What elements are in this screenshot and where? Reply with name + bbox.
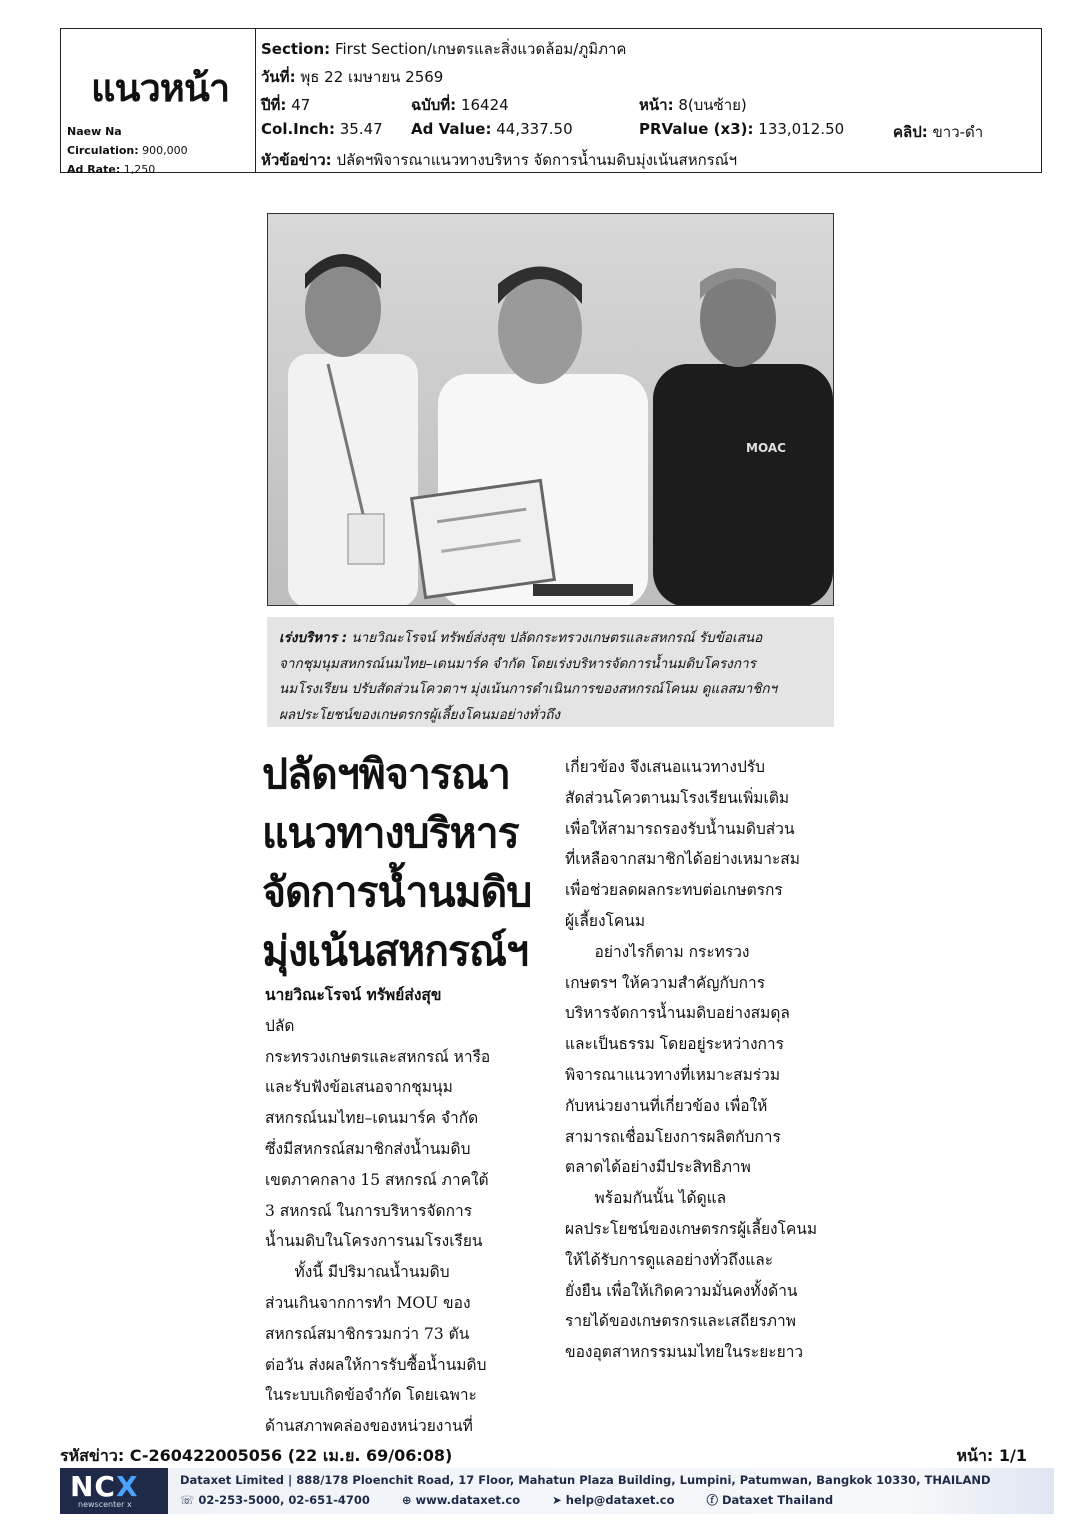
body-line: สัดส่วนโควตานมโรงเรียนเพิ่มเติม [565, 788, 790, 807]
clip-row [893, 120, 983, 144]
phone-icon: ☏ [180, 1493, 195, 1507]
body-line: ทั้งนี้ มีปริมาณน้ำนมดิบ [265, 1263, 450, 1282]
caption-label: เร่งบริหาร : [279, 630, 348, 646]
body-line: ผู้เลี้ยงโคนม [565, 911, 646, 930]
issue-value: 16424 [460, 96, 509, 114]
clip-label: คลิป: [893, 123, 928, 141]
headline-value: ปลัดฯพิจารณาแนวทางบริหาร จัดการน้ำนมดิบมุ่งเน้นสหกรณ์ฯ [336, 151, 738, 169]
body-line: เพื่อให้สามารถรองรับน้ำนมดิบส่วน [565, 819, 795, 838]
body-line: ของอุตสาหกรรมนมไทยในระยะยาว [565, 1343, 804, 1362]
body-line: เกี่ยวข้อง จึงเสนอแนวทางปรับ [565, 758, 765, 776]
year-row [261, 93, 310, 117]
circulation-value: 900,000 [142, 144, 188, 157]
email-text: help@dataxet.co [565, 1493, 675, 1507]
ncx-tagline: newscenter x [78, 1500, 132, 1509]
company-address: Dataxet Limited | 888/178 Ploenchit Road, 17 Floor, Mahatun Plaza Building, Lumpini, Patumwan, Bangkok 10330, THAILAND [180, 1473, 991, 1487]
body-line: เกษตรฯ ให้ความสำคัญกับการ [565, 973, 766, 992]
caption-line [279, 626, 822, 652]
article-headline [262, 745, 547, 981]
section-row [261, 37, 626, 61]
ncx-logo-text: NCX [70, 1470, 139, 1503]
ad-value-label: Ad Value: [411, 120, 492, 138]
section-value: First Section/เกษตรและสิ่งแวดล้อม/ภูมิภาค [334, 40, 627, 58]
body-line [265, 980, 542, 1042]
body-text: ปลัด [265, 1016, 295, 1035]
photo-caption [267, 617, 834, 727]
page-indicator: หน้า: 1/1 [956, 1446, 1027, 1465]
ad-rate-label: Ad Rate: [67, 163, 121, 176]
date-value: พุธ 22 เมษายน 2569 [300, 68, 444, 86]
year-label: ปีที่: [261, 96, 287, 114]
facebook-icon: ⓕ [706, 1493, 718, 1507]
article-column-right [565, 752, 842, 1368]
prvalue-label: PRValue (x3): [639, 120, 754, 138]
headline-line: จัดการน้ำนมดิบ [262, 868, 532, 916]
body-line: ซึ่งมีสหกรณ์สมาชิกส่งน้ำนมดิบ [265, 1139, 471, 1158]
body-line: น้ำนมดิบในโครงการนมโรงเรียน [265, 1232, 483, 1251]
phone-text: 02-253-5000, 02-651-4700 [198, 1493, 370, 1507]
body-line: ต่อวัน ส่งผลให้การรับซื้อน้ำนมดิบ [265, 1355, 487, 1374]
body-line: รายได้ของเกษตรกรและเสถียรภาพ [565, 1312, 796, 1331]
article-column-left [265, 980, 542, 1442]
body-line: เขตภาคกลาง 15 สหกรณ์ ภาคใต้ [265, 1170, 489, 1189]
year-value: 47 [291, 96, 311, 114]
body-line: ผลประโยชน์ของเกษตรกรผู้เลี้ยงโคนม [565, 1219, 818, 1238]
clip-value: ขาว-ดำ [932, 123, 984, 141]
body-line: ที่เหลือจากสมาชิกได้อย่างเหมาะสม [565, 850, 800, 869]
ncx-logo [60, 1468, 168, 1514]
caption-text: นายวิณะโรจน์ ทรัพย์ส่งสุข ปลัดกระทรวงเกษตรและสหกรณ์ รับข้อเสนอ [347, 630, 763, 646]
facebook-text: Dataxet Thailand [722, 1493, 834, 1507]
body-line: พร้อมกันนั้น ได้ดูแล [565, 1189, 727, 1208]
contact-line [180, 1492, 861, 1508]
caption-line: จากชุมนุมสหกรณ์นมไทย–เดนมาร์ค จำกัด โดยเร่งบริหารจัดการน้ำนมดิบโครงการ [279, 655, 756, 672]
body-line: สหกรณ์นมไทย–เดนมาร์ค จำกัด [265, 1109, 479, 1128]
body-line: สามารถเชื่อมโยงการผลิตกับการ [565, 1127, 781, 1146]
section-label: Section: [261, 40, 331, 58]
ad-rate-value: 1,250 [123, 163, 156, 176]
caption-line: ผลประโยชน์ของเกษตรกรผู้เลี้ยงโคนมอย่างทั่วถึง [279, 706, 561, 723]
body-line: กับหน่วยงานที่เกี่ยวข้อง เพื่อให้ [565, 1096, 768, 1115]
body-line: กระทรวงเกษตรและสหกรณ์ หารือ [265, 1047, 491, 1066]
body-line: ตลาดได้อย่างมีประสิทธิภาพ [565, 1158, 751, 1177]
body-line: ด้านสภาพคล่องของหน่วยงานที่ [265, 1417, 473, 1436]
clipping-header [60, 28, 1042, 176]
headline-line: แนวทางบริหาร [262, 809, 519, 857]
circulation-label: Circulation: [67, 144, 139, 157]
body-line: และเป็นธรรม โดยอยู่ระหว่างการ [565, 1035, 784, 1054]
publication-logo-cell [61, 29, 256, 176]
headline-label: หัวข้อข่าว: [261, 151, 332, 169]
colinch-value: 35.47 [339, 120, 383, 138]
website-link[interactable] [402, 1493, 520, 1507]
globe-icon: ⊕ [401, 1493, 412, 1507]
body-line: ในระบบเกิดข้อจำกัด โดยเฉพาะ [265, 1386, 477, 1405]
news-code: รหัสข่าว: C-260422005056 (22 เม.ย. 69/06:08) [60, 1446, 453, 1465]
facebook-link[interactable] [707, 1492, 834, 1508]
certificate [412, 480, 555, 597]
colinch-label: Col.Inch: [261, 120, 335, 138]
ad-value-value: 44,337.50 [496, 120, 573, 138]
issue-row [411, 93, 509, 117]
send-icon: ➤ [552, 1493, 562, 1507]
issue-label: ฉบับที่: [411, 96, 457, 114]
news-photo [267, 213, 834, 606]
body-line: ส่วนเกินจากการทำ MOU ของ [265, 1293, 471, 1312]
page-label: หน้า: [639, 96, 674, 114]
prvalue-row [639, 120, 844, 138]
lead-name: นายวิณะโรจน์ ทรัพย์ส่งสุข [265, 985, 442, 1004]
page-value: 8(บนซ้าย) [678, 96, 747, 114]
body-line: 3 สหกรณ์ ในการบริหารจัดการ [265, 1201, 473, 1220]
body-line: และรับฟังข้อเสนอจากชุมนุม [265, 1078, 453, 1097]
news-photo-illustration [268, 214, 834, 606]
body-line: อย่างไรก็ตาม กระทรวง [565, 942, 750, 961]
body-line: เพื่อช่วยลดผลกระทบต่อเกษตรกร [565, 881, 783, 900]
headline-line: มุ่งเน้นสหกรณ์ฯ [262, 927, 529, 975]
prvalue-value: 133,012.50 [758, 120, 845, 138]
headline-row [261, 148, 737, 172]
ad-value-row [411, 120, 573, 138]
date-row [261, 65, 443, 89]
page-row [639, 93, 747, 117]
publication-meta [67, 122, 188, 179]
website-text: www.dataxet.co [415, 1493, 521, 1507]
colinch-row [261, 120, 383, 138]
caption-line: นมโรงเรียน ปรับสัดส่วนโควตาฯ มุ่งเน้นการดำเนินการของสหกรณ์โคนม ดูแลสมาชิกฯ [279, 681, 778, 697]
body-line: พิจารณาแนวทางที่เหมาะสมร่วม [565, 1065, 781, 1084]
publication-logo: แนวหน้า [91, 66, 230, 110]
phone-contact[interactable] [180, 1493, 370, 1507]
body-line: บริหารจัดการน้ำนมดิบอย่างสมดุล [565, 1004, 790, 1023]
body-line: ยั่งยืน เพื่อให้เกิดความมั่นคงทั้งด้าน [565, 1281, 798, 1300]
footer-bar [60, 1468, 1054, 1514]
body-line: ให้ได้รับการดูแลอย่างทั่วถึงและ [565, 1250, 774, 1269]
headline-line: ปลัดฯพิจารณา [262, 750, 510, 798]
body-line: สหกรณ์สมาชิกรวมกว่า 73 ตัน [265, 1324, 470, 1343]
email-link[interactable] [552, 1493, 674, 1507]
publication-name: Naew Na [67, 125, 122, 138]
date-label: วันที่: [261, 68, 296, 86]
shirt-logo: MOAC [746, 441, 786, 455]
